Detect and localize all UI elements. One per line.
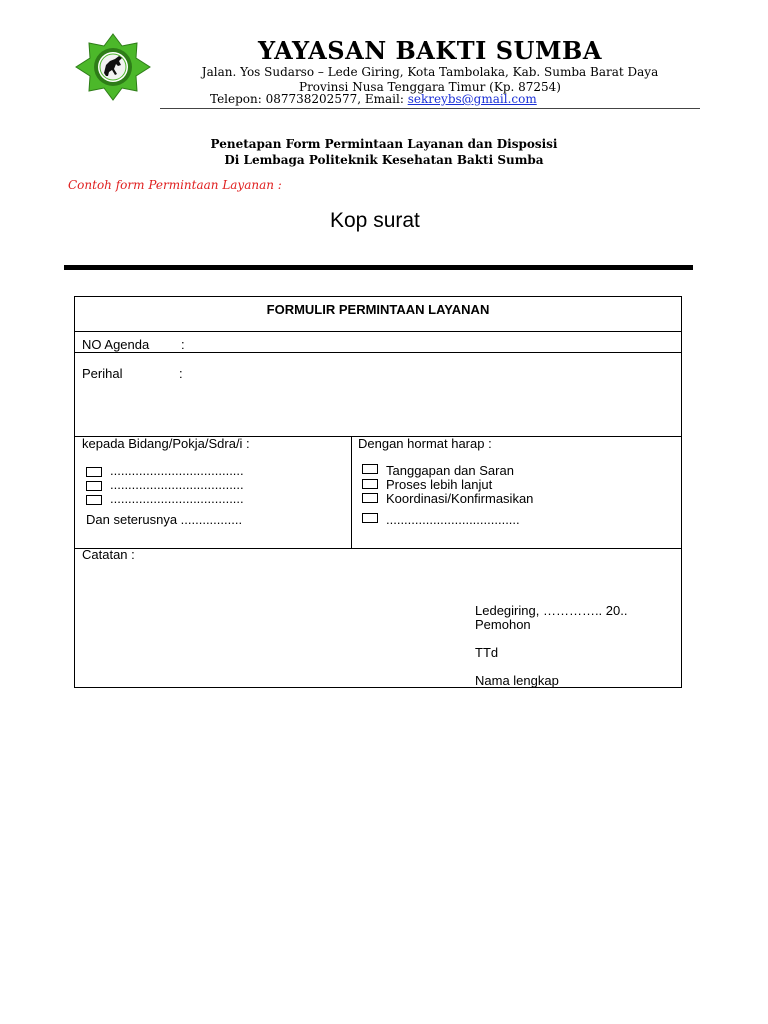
recipient-etc: Dan seterusnya .................: [86, 512, 243, 527]
form-divider-title: [75, 331, 681, 332]
form-divider-agenda: [75, 352, 681, 353]
no-agenda-label: NO Agenda: [82, 337, 150, 352]
address-line-1: Jalan. Yos Sudarso – Lede Giring, Kota Tambolaka, Kab. Sumba Barat Daya: [201, 65, 659, 79]
option-label-1: Tanggapan dan Saran: [386, 463, 514, 478]
recipient-line-1: .....................................: [110, 463, 244, 478]
applicant-label: Pemohon: [475, 617, 531, 632]
document-title-line-1: Penetapan Form Permintaan Layanan dan Disposisi: [210, 137, 558, 151]
address-line-2: Provinsi Nusa Tenggara Timur (Kp. 87254): [299, 80, 561, 94]
no-agenda-colon: :: [181, 337, 185, 352]
example-label: Contoh form Permintaan Layanan :: [68, 178, 282, 192]
recipient-header: kepada Bidang/Pokja/Sdra/i :: [82, 436, 250, 451]
full-name-label: Nama lengkap: [475, 673, 559, 688]
recipient-checkbox-2[interactable]: [86, 481, 102, 491]
form-column-divider: [351, 436, 352, 548]
option-label-3: Koordinasi/Konfirmasikan: [386, 491, 534, 506]
option-label-2: Proses lebih lanjut: [386, 477, 493, 492]
horse-emblem-logo-icon: [66, 32, 160, 102]
option-checkbox-2[interactable]: [362, 479, 378, 489]
kop-divider: [64, 265, 693, 270]
email-link[interactable]: sekreybs@gmail.com: [407, 92, 537, 106]
phone-text: Telepon: 087738202577, Email:: [210, 92, 408, 106]
form-title: FORMULIR PERMINTAAN LAYANAN: [266, 302, 490, 317]
option-checkbox-3[interactable]: [362, 493, 378, 503]
recipient-checkbox-3[interactable]: [86, 495, 102, 505]
form-divider-columns: [75, 548, 681, 549]
contact-line: [210, 92, 537, 106]
place-date-line: Ledegiring, ………….. 20..: [475, 603, 628, 618]
request-header: Dengan hormat harap :: [358, 436, 492, 451]
signature-label: TTd: [475, 645, 499, 660]
header-divider: [160, 108, 700, 109]
option-other-line: .....................................: [386, 512, 520, 527]
perihal-colon: :: [179, 366, 183, 381]
recipient-line-3: .....................................: [110, 491, 244, 506]
notes-label: Catatan :: [82, 547, 135, 562]
perihal-label: Perihal: [82, 366, 123, 381]
organization-name: YAYASAN BAKTI SUMBA: [258, 36, 602, 65]
kop-surat-placeholder: Kop surat: [330, 209, 420, 232]
document-title-line-2: Di Lembaga Politeknik Kesehatan Bakti Sumba: [224, 153, 544, 167]
service-request-form: [74, 296, 682, 688]
recipient-line-2: .....................................: [110, 477, 244, 492]
recipient-checkbox-1[interactable]: [86, 467, 102, 477]
option-checkbox-other[interactable]: [362, 513, 378, 523]
option-checkbox-1[interactable]: [362, 464, 378, 474]
